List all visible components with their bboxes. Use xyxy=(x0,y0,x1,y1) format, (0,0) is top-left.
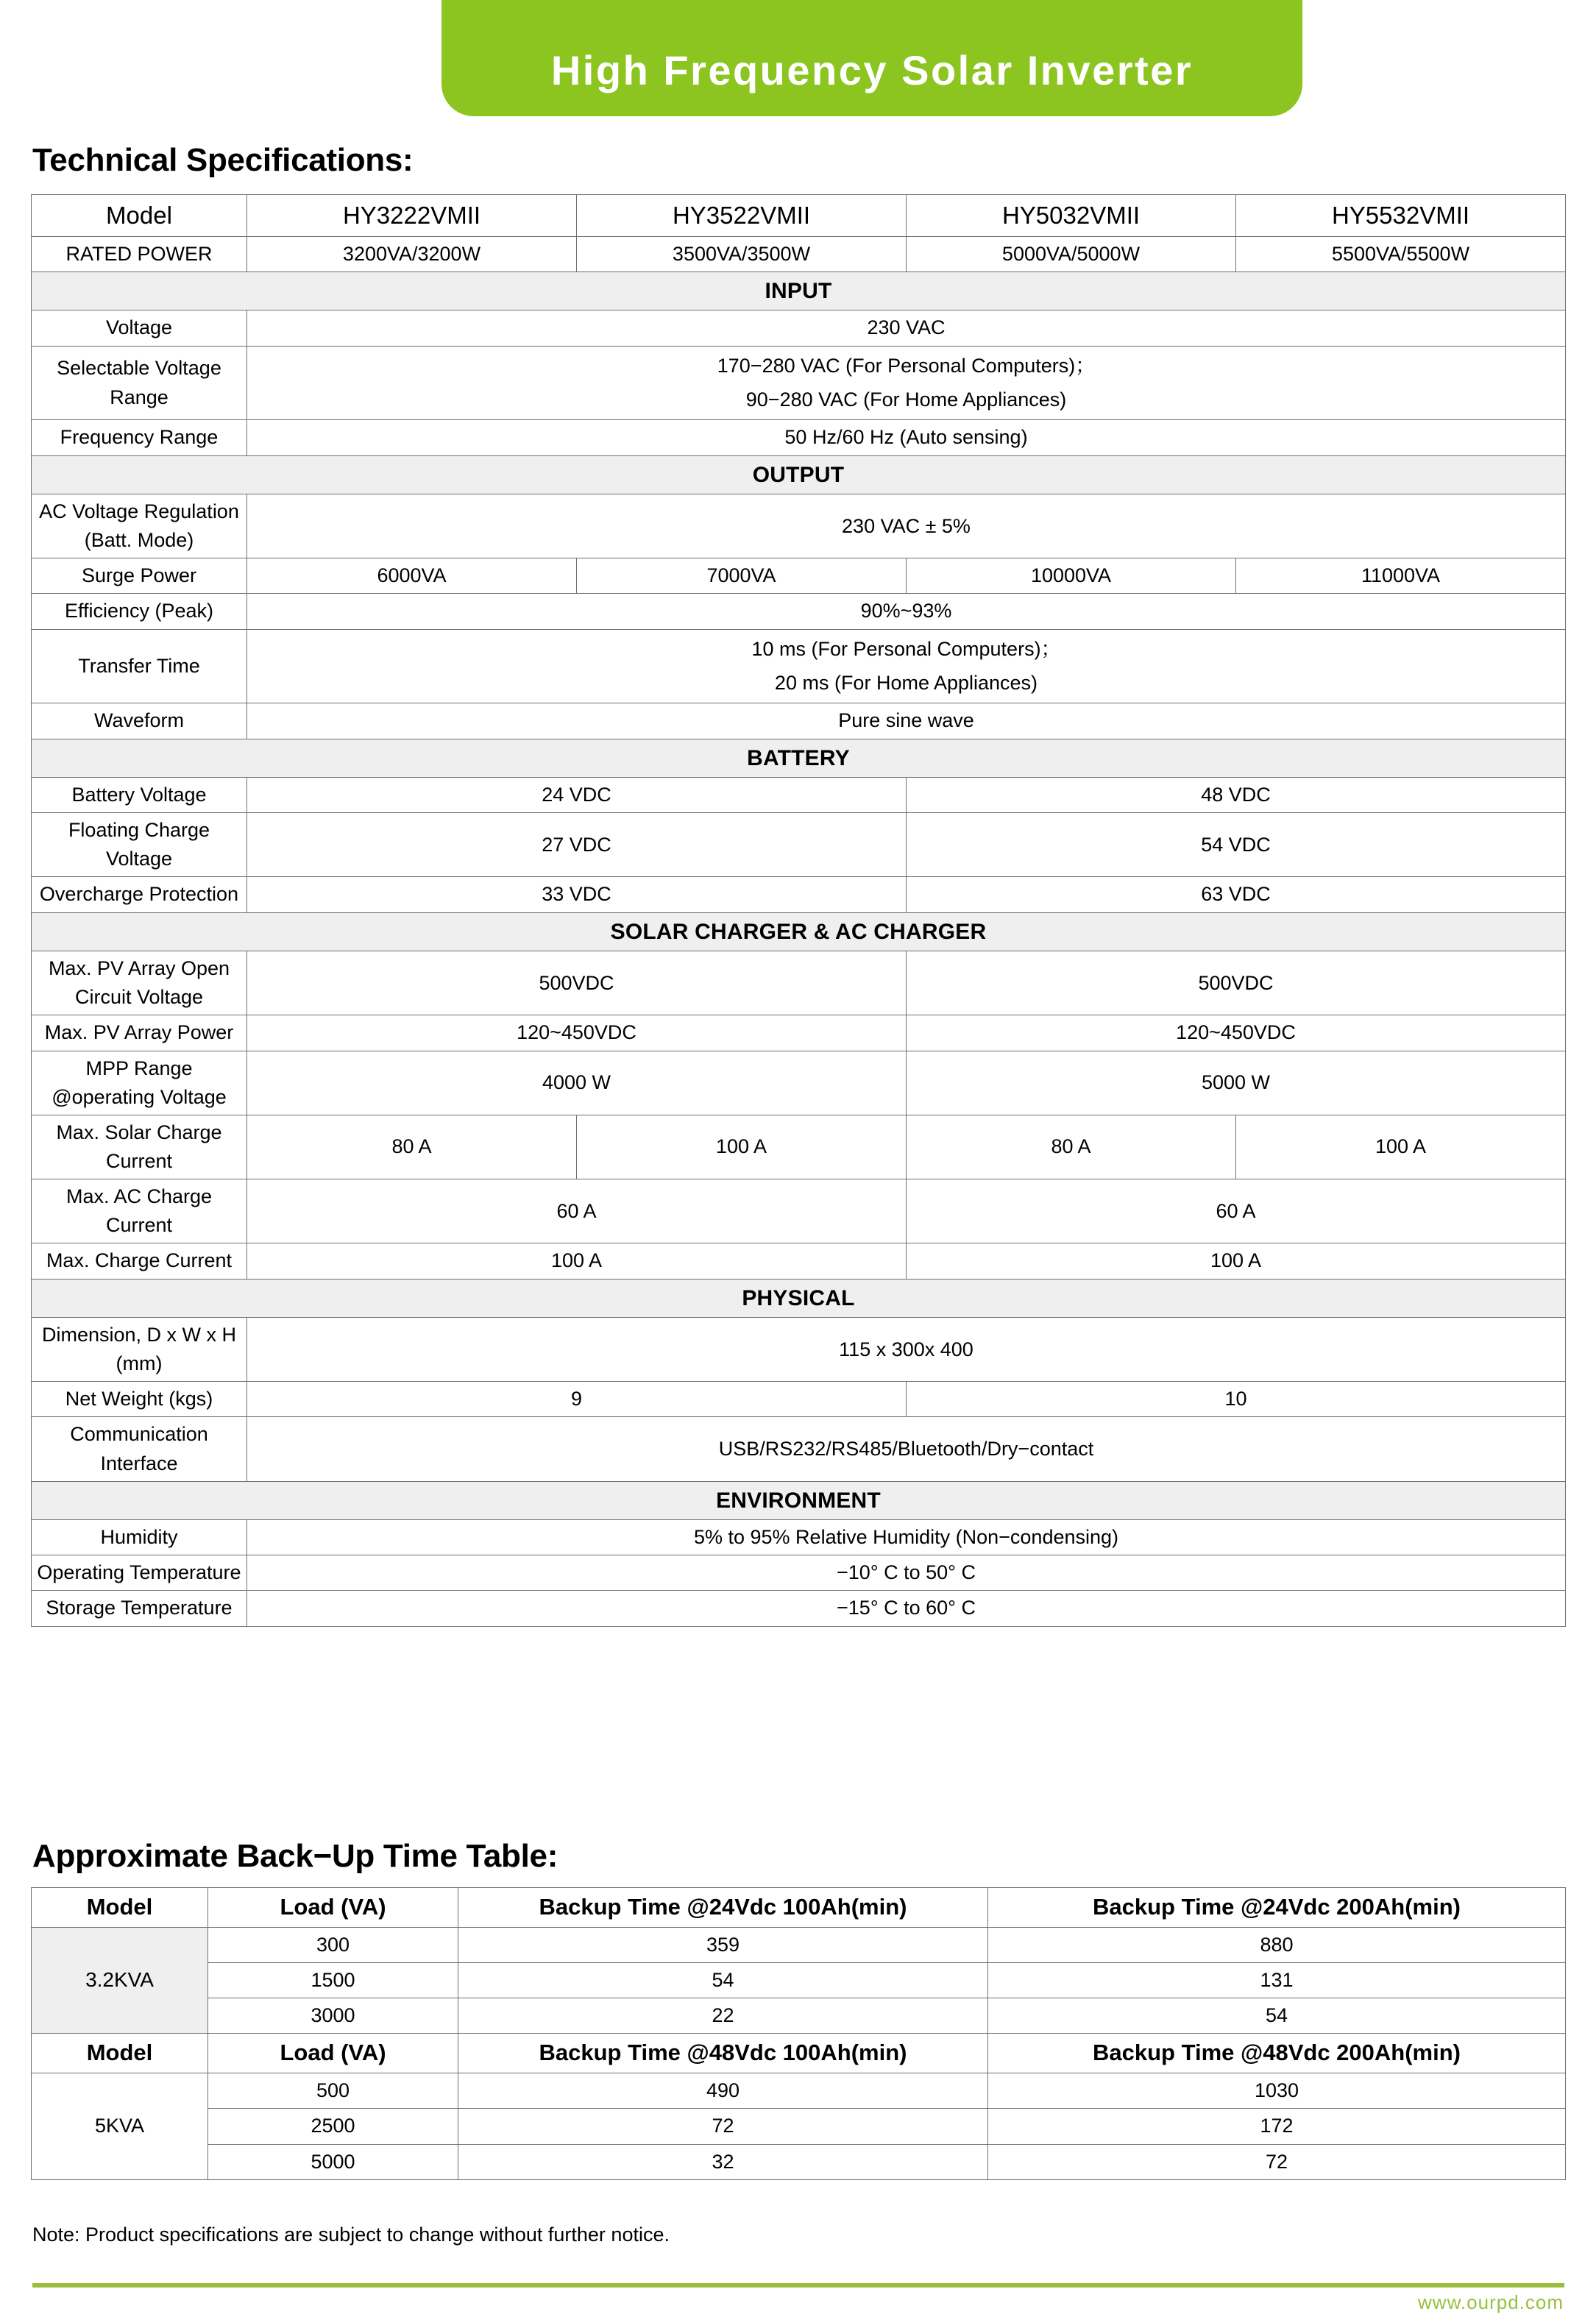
table-row xyxy=(32,703,1566,739)
table-row xyxy=(32,1318,1566,1382)
backup-g1-header-100ah: Backup Time @24Vdc 100Ah(min) xyxy=(458,1888,988,1928)
backup-g2-r3-200ah: 72 xyxy=(988,2144,1566,2179)
backup-g2-r3-load: 5000 xyxy=(208,2144,458,2179)
transfer-time-line1: 10 ms (For Personal Computers)； xyxy=(751,637,1061,660)
net-weight-value-2: 10 xyxy=(907,1382,1566,1417)
pv-open-circuit-voltage-value-1: 500VDC xyxy=(247,951,907,1015)
table-row xyxy=(32,1998,1566,2034)
backup-g1-r1-100ah: 359 xyxy=(458,1927,988,1962)
table-row xyxy=(32,1927,1566,1962)
pv-open-circuit-voltage-value-2: 500VDC xyxy=(907,951,1566,1015)
table-row xyxy=(32,1179,1566,1243)
selectable-voltage-range-value xyxy=(247,346,1566,420)
input-voltage-value: 230 VAC xyxy=(247,310,1566,346)
rated-power-cell-2: 3500VA/3500W xyxy=(577,236,907,271)
backup-g2-r2-100ah: 72 xyxy=(458,2109,988,2144)
section-header-input xyxy=(32,271,1566,310)
input-voltage-label: Voltage xyxy=(32,310,247,346)
rated-power-cell-4: 5500VA/5500W xyxy=(1236,236,1566,271)
table-row xyxy=(32,1520,1566,1555)
max-ac-charge-current-value-1: 60 A xyxy=(247,1179,907,1243)
table-row xyxy=(32,494,1566,558)
table-row xyxy=(32,1555,1566,1591)
operating-temperature-label: Operating Temperature xyxy=(32,1555,247,1591)
waveform-value: Pure sine wave xyxy=(247,703,1566,739)
pv-open-circuit-voltage-label: Max. PV Array Open Circuit Voltage xyxy=(32,951,247,1015)
footer-url: www.ourpd.com xyxy=(1418,2291,1564,2313)
frequency-range-value: 50 Hz/60 Hz (Auto sensing) xyxy=(247,420,1566,455)
surge-power-cell-4: 11000VA xyxy=(1236,558,1566,594)
table-row xyxy=(32,420,1566,455)
table-row xyxy=(32,1888,1566,1928)
model-cell-4: HY5532VMII xyxy=(1236,195,1566,237)
backup-g1-r3-100ah: 22 xyxy=(458,1998,988,2034)
waveform-label: Waveform xyxy=(32,703,247,739)
transfer-time-label: Transfer Time xyxy=(32,629,247,703)
table-row xyxy=(32,778,1566,813)
table-row xyxy=(32,236,1566,271)
pv-array-power-value-1: 120~450VDC xyxy=(247,1015,907,1051)
approximate-backup-time-table xyxy=(31,1887,1566,2180)
section-label-environment: ENVIRONMENT xyxy=(32,1481,1566,1520)
storage-temperature-label: Storage Temperature xyxy=(32,1591,247,1626)
table-row xyxy=(32,2144,1566,2179)
model-cell-2: HY3522VMII xyxy=(577,195,907,237)
backup-g1-r1-200ah: 880 xyxy=(988,1927,1566,1962)
page-title: High Frequency Solar Inverter xyxy=(550,47,1194,93)
max-charge-current-value-2: 100 A xyxy=(907,1243,1566,1279)
model-label: Model xyxy=(32,195,247,237)
backup-g2-r2-200ah: 172 xyxy=(988,2109,1566,2144)
table-row xyxy=(32,1417,1566,1481)
backup-g2-header-100ah: Backup Time @48Vdc 100Ah(min) xyxy=(458,2034,988,2073)
ac-voltage-regulation-value: 230 VAC ± 5% xyxy=(247,494,1566,558)
humidity-label: Humidity xyxy=(32,1520,247,1555)
backup-g1-header-200ah: Backup Time @24Vdc 200Ah(min) xyxy=(988,1888,1566,1928)
backup-g2-header-200ah: Backup Time @48Vdc 200Ah(min) xyxy=(988,2034,1566,2073)
section-label-output: OUTPUT xyxy=(32,455,1566,494)
selectable-voltage-range-line2: 90−280 VAC (For Home Appliances) xyxy=(745,388,1067,411)
pv-array-power-label: Max. PV Array Power xyxy=(32,1015,247,1051)
backup-g1-r2-100ah: 54 xyxy=(458,1963,988,1998)
model-cell-3: HY5032VMII xyxy=(907,195,1236,237)
backup-g1-r3-200ah: 54 xyxy=(988,1998,1566,2034)
backup-time-heading: Approximate Back−Up Time Table: xyxy=(32,1838,558,1874)
transfer-time-value xyxy=(247,629,1566,703)
floating-charge-voltage-label: Floating Charge Voltage xyxy=(32,813,247,877)
surge-power-cell-1: 6000VA xyxy=(247,558,577,594)
header-banner xyxy=(441,0,1302,116)
max-solar-charge-current-label: Max. Solar Charge Current xyxy=(32,1115,247,1179)
section-label-battery: BATTERY xyxy=(32,739,1566,778)
backup-g1-r2-load: 1500 xyxy=(208,1963,458,1998)
selectable-voltage-range-label: Selectable Voltage Range xyxy=(32,346,247,420)
table-row xyxy=(32,951,1566,1015)
backup-g1-r3-load: 3000 xyxy=(208,1998,458,2034)
max-solar-charge-current-cell-4: 100 A xyxy=(1236,1115,1566,1179)
footnote-text: Note: Product specifications are subject to change without further notice. xyxy=(32,2224,670,2246)
overcharge-protection-value-1: 33 VDC xyxy=(247,877,907,912)
table-row xyxy=(32,2073,1566,2109)
section-label-solar-charger: SOLAR CHARGER & AC CHARGER xyxy=(32,912,1566,951)
backup-g2-r1-100ah: 490 xyxy=(458,2073,988,2109)
section-header-physical xyxy=(32,1279,1566,1318)
max-ac-charge-current-value-2: 60 A xyxy=(907,1179,1566,1243)
net-weight-label: Net Weight (kgs) xyxy=(32,1382,247,1417)
table-row xyxy=(32,1243,1566,1279)
mpp-range-value-2: 5000 W xyxy=(907,1051,1566,1115)
battery-voltage-label: Battery Voltage xyxy=(32,778,247,813)
table-row xyxy=(32,1115,1566,1179)
section-label-input: INPUT xyxy=(32,271,1566,310)
table-row xyxy=(32,1051,1566,1115)
table-row xyxy=(32,2034,1566,2073)
table-row xyxy=(32,346,1566,420)
communication-interface-label: Communication Interface xyxy=(32,1417,247,1481)
table-row xyxy=(32,1382,1566,1417)
net-weight-value-1: 9 xyxy=(247,1382,907,1417)
table-row xyxy=(32,813,1566,877)
backup-g2-r1-200ah: 1030 xyxy=(988,2073,1566,2109)
overcharge-protection-label: Overcharge Protection xyxy=(32,877,247,912)
technical-specifications-heading: Technical Specifications: xyxy=(32,142,414,178)
max-charge-current-label: Max. Charge Current xyxy=(32,1243,247,1279)
footer-divider xyxy=(32,2283,1564,2288)
table-row xyxy=(32,1591,1566,1626)
surge-power-label: Surge Power xyxy=(32,558,247,594)
battery-voltage-value-1: 24 VDC xyxy=(247,778,907,813)
table-row xyxy=(32,310,1566,346)
max-solar-charge-current-cell-2: 100 A xyxy=(577,1115,907,1179)
backup-g1-header-model: Model xyxy=(32,1888,208,1928)
section-label-physical: PHYSICAL xyxy=(32,1279,1566,1318)
backup-g2-header-load: Load (VA) xyxy=(208,2034,458,2073)
table-row xyxy=(32,877,1566,912)
mpp-range-value-1: 4000 W xyxy=(247,1051,907,1115)
backup-g1-header-load: Load (VA) xyxy=(208,1888,458,1928)
efficiency-value: 90%~93% xyxy=(247,594,1566,629)
section-header-battery xyxy=(32,739,1566,778)
section-header-output xyxy=(32,455,1566,494)
transfer-time-line2: 20 ms (For Home Appliances) xyxy=(774,671,1038,694)
surge-power-cell-3: 10000VA xyxy=(907,558,1236,594)
model-cell-1: HY3222VMII xyxy=(247,195,577,237)
backup-g2-model: 5KVA xyxy=(32,2073,208,2179)
backup-g2-r3-100ah: 32 xyxy=(458,2144,988,2179)
frequency-range-label: Frequency Range xyxy=(32,420,247,455)
selectable-voltage-range-line1: 170−280 VAC (For Personal Computers)； xyxy=(717,354,1096,377)
header-banner-area xyxy=(0,0,1596,118)
table-row xyxy=(32,594,1566,629)
backup-g2-r1-load: 500 xyxy=(208,2073,458,2109)
table-row xyxy=(32,1963,1566,1998)
mpp-range-label: MPP Range @operating Voltage xyxy=(32,1051,247,1115)
battery-voltage-value-2: 48 VDC xyxy=(907,778,1566,813)
humidity-value: 5% to 95% Relative Humidity (Non−condensing) xyxy=(247,1520,1566,1555)
section-header-environment xyxy=(32,1481,1566,1520)
ac-voltage-regulation-label: AC Voltage Regulation (Batt. Mode) xyxy=(32,494,247,558)
max-solar-charge-current-cell-1: 80 A xyxy=(247,1115,577,1179)
technical-specifications-table xyxy=(31,194,1566,1627)
table-row xyxy=(32,195,1566,237)
backup-g1-r2-200ah: 131 xyxy=(988,1963,1566,1998)
surge-power-cell-2: 7000VA xyxy=(577,558,907,594)
pv-array-power-value-2: 120~450VDC xyxy=(907,1015,1566,1051)
table-row xyxy=(32,1015,1566,1051)
communication-interface-value: USB/RS232/RS485/Bluetooth/Dry−contact xyxy=(247,1417,1566,1481)
max-solar-charge-current-cell-3: 80 A xyxy=(907,1115,1236,1179)
dimension-value: 115 x 300x 400 xyxy=(247,1318,1566,1382)
backup-g1-r1-load: 300 xyxy=(208,1927,458,1962)
backup-g2-r2-load: 2500 xyxy=(208,2109,458,2144)
efficiency-label: Efficiency (Peak) xyxy=(32,594,247,629)
table-row xyxy=(32,629,1566,703)
table-row xyxy=(32,2109,1566,2144)
backup-g1-model: 3.2KVA xyxy=(32,1927,208,2033)
table-row xyxy=(32,558,1566,594)
floating-charge-voltage-value-1: 27 VDC xyxy=(247,813,907,877)
section-header-solar-charger xyxy=(32,912,1566,951)
storage-temperature-value: −15° C to 60° C xyxy=(247,1591,1566,1626)
operating-temperature-value: −10° C to 50° C xyxy=(247,1555,1566,1591)
max-ac-charge-current-label: Max. AC Charge Current xyxy=(32,1179,247,1243)
overcharge-protection-value-2: 63 VDC xyxy=(907,877,1566,912)
rated-power-label: RATED POWER xyxy=(32,236,247,271)
dimension-label: Dimension, D x W x H (mm) xyxy=(32,1318,247,1382)
rated-power-cell-3: 5000VA/5000W xyxy=(907,236,1236,271)
floating-charge-voltage-value-2: 54 VDC xyxy=(907,813,1566,877)
backup-g2-header-model: Model xyxy=(32,2034,208,2073)
max-charge-current-value-1: 100 A xyxy=(247,1243,907,1279)
rated-power-cell-1: 3200VA/3200W xyxy=(247,236,577,271)
